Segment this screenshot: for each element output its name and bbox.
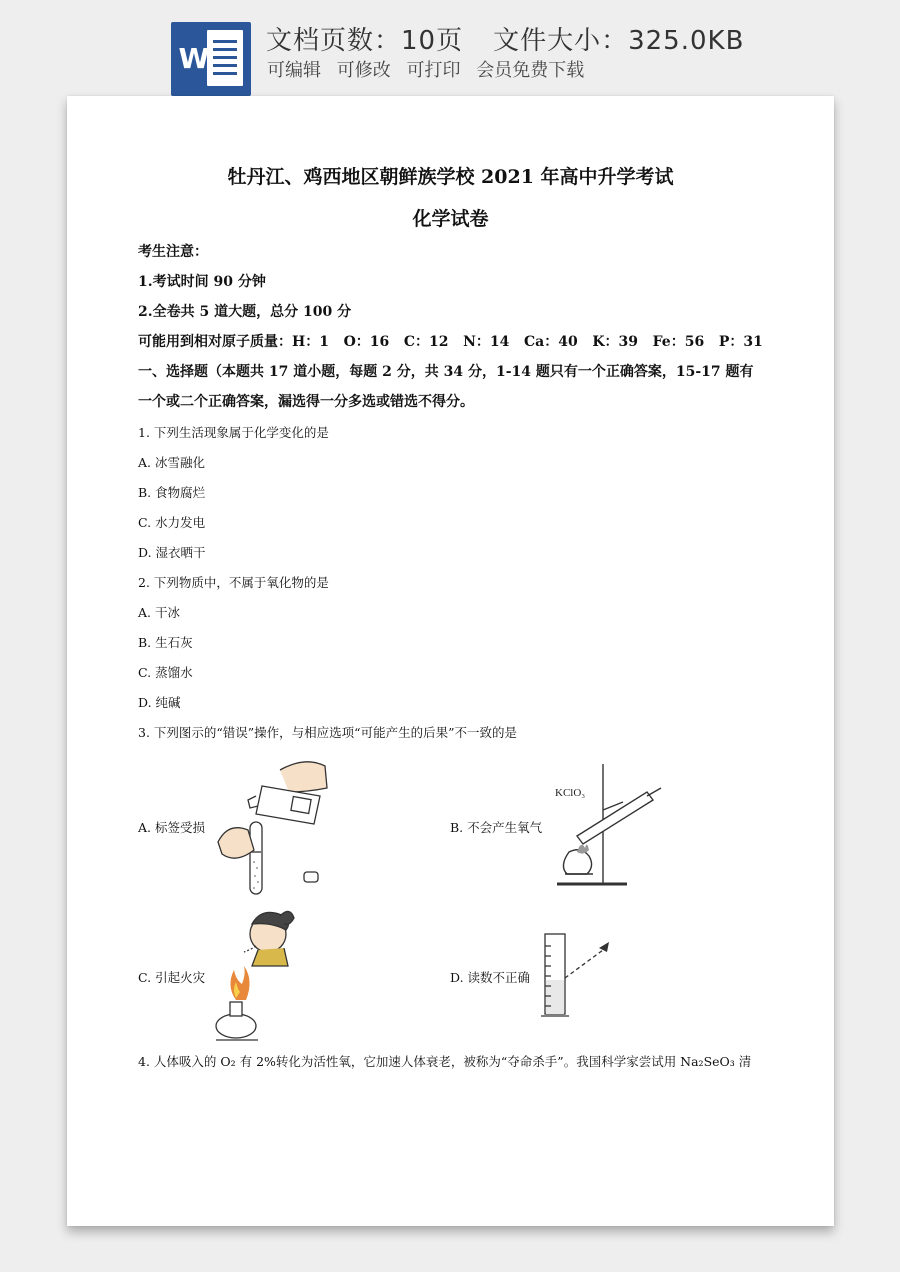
feature-printable: 可打印 (406, 60, 461, 81)
question-2-option-c: C. 蒸馏水 (138, 665, 193, 680)
exam-title: 牡丹江、鸡西地区朝鲜族学校 2021 年高中升学考试 (227, 166, 674, 188)
exam-subtitle: 化学试卷 (412, 208, 489, 230)
question-3-option-d: D. 读数不正确 (450, 970, 531, 985)
file-info-title (266, 20, 744, 57)
feature-list (267, 56, 594, 82)
file-size: 文件大小：325.0KB (493, 26, 745, 56)
question-2-option-b: B. 生石灰 (138, 635, 193, 650)
question-1-option-a: A. 冰雪融化 (138, 455, 205, 470)
question-4-stem: 4. 人体吸入的 O₂ 有 2%转化为活性氧，它加速人体衰老，被称为“夺命杀手”。我国科学家尝试用 Na₂SeO₃ 清 (138, 1054, 752, 1069)
notice-heading: 考生注意： (138, 244, 208, 260)
question-3-option-a: A. 标签受损 (138, 820, 205, 835)
question-1-option-c: C. 水力发电 (138, 515, 206, 530)
question-3-stem: 3. 下列图示的“错误”操作，与相应选项“可能产生的后果”不一致的是 (138, 725, 517, 740)
figure-reading-cylinder (537, 926, 617, 1026)
figure-blowing-alcohol-lamp (210, 906, 330, 1046)
feature-free-download: 会员免费下载 (476, 60, 585, 81)
notice-score: 2.全卷共 5 道大题，总分 100 分 (138, 304, 352, 320)
question-2-option-a: A. 干冰 (138, 605, 180, 620)
feature-modifiable: 可修改 (336, 60, 391, 81)
page-count: 文档页数：10页 (266, 26, 464, 56)
kclo3-label: KClO₃ (555, 787, 586, 799)
question-3-option-b: B. 不会产生氧气 (450, 820, 543, 835)
download-banner (0, 0, 900, 96)
question-1-option-b: B. 食物腐烂 (138, 485, 206, 500)
notice-time: 1.考试时间 90 分钟 (138, 274, 266, 290)
question-3-option-c: C. 引起火灾 (138, 970, 206, 985)
figure-pouring-liquid (210, 752, 330, 898)
question-2-option-d: D. 纯碱 (138, 695, 181, 710)
figure-heating-kclo3 (547, 756, 667, 890)
section1-instruction-2: 一个或二个正确答案，漏选得一分多选或错选不得分。 (138, 394, 474, 410)
question-1-option-d: D. 湿衣晒干 (138, 545, 206, 560)
feature-editable: 可编辑 (267, 60, 321, 81)
question-1-stem: 1. 下列生活现象属于化学变化的是 (138, 425, 329, 440)
section1-instruction-1: 一、选择题（本题共 17 道小题，每题 2 分，共 34 分，1-14 题只有一个正确答案，15-17 题有 (138, 364, 754, 380)
word-document-icon: W (171, 22, 251, 96)
atomic-mass-line: 可能用到相对原子质量：H：1 O：16 C：12 N：14 Ca：40 K：39 Fe：56 P：31 (138, 334, 763, 350)
document-page (67, 96, 834, 1226)
question-2-stem: 2. 下列物质中，不属于氧化物的是 (138, 575, 329, 590)
